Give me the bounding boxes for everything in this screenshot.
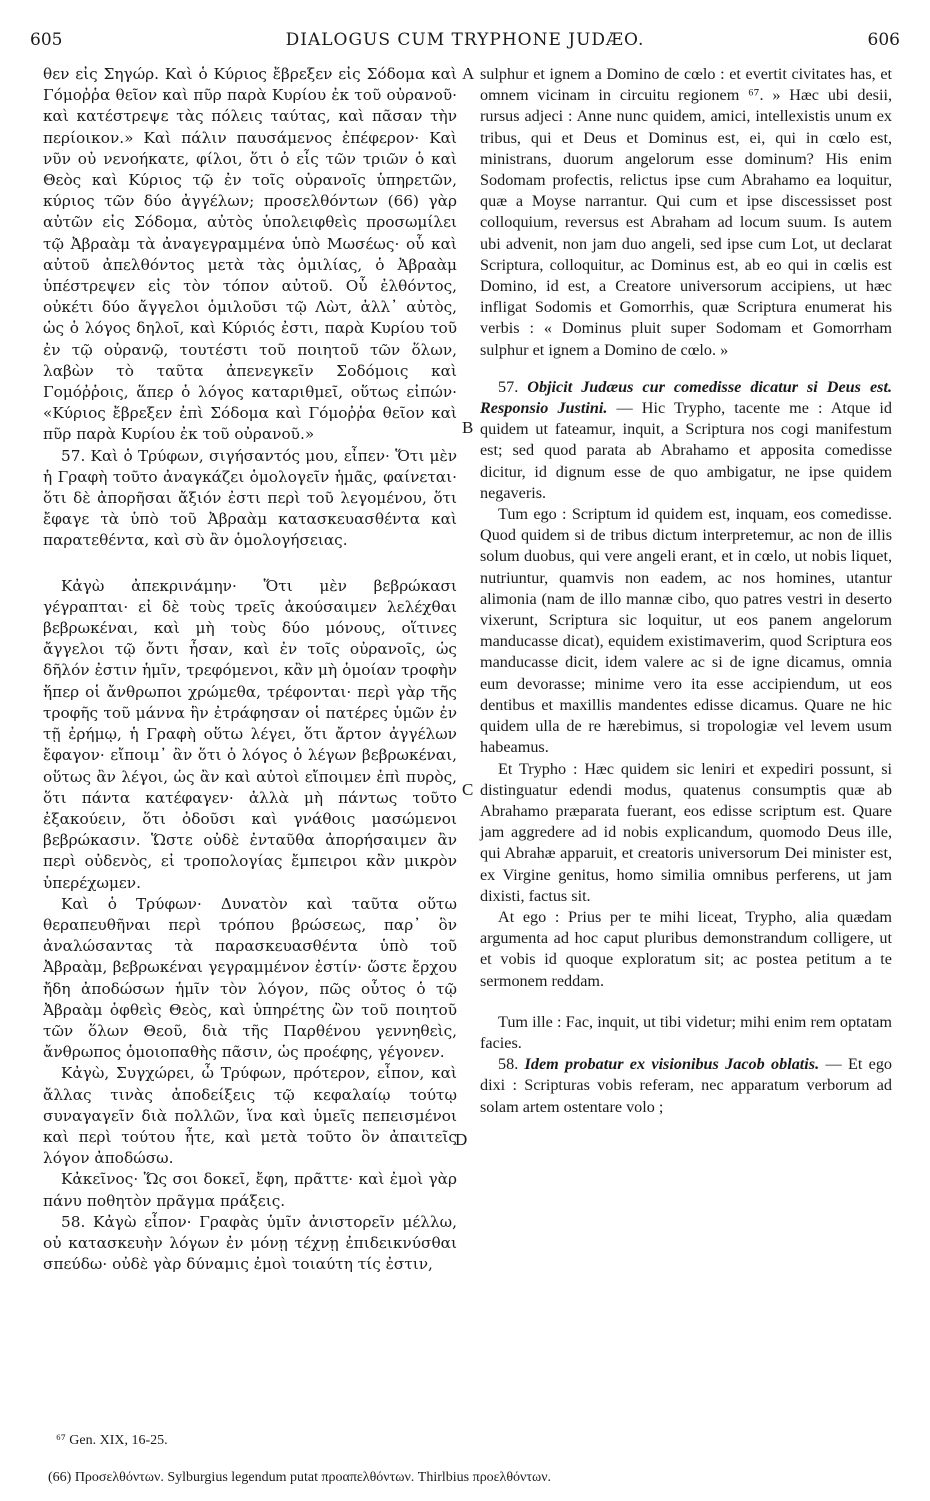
greek-column: [43, 64, 457, 1275]
latin-paragraph-6: Tum ille : Fac, inquit, ut tibi videtur; mihi enim rem optatam facies.: [480, 1012, 892, 1052]
latin-paragraph-58: [480, 1054, 892, 1118]
page-number-right: 606: [867, 30, 900, 50]
latin-paragraph-57-text: — Hic Trypho, tacente me : Atque id quidem ut fateamur, inquit, a Scriptura nos cogi manifestum est; sed quod parata ab Abrahamo et apposita comedisse dicitur, id dignum esse de quo ambigatur, ne ipse quidem negaveris.: [480, 399, 892, 502]
margin-marker-d: D: [455, 1130, 468, 1149]
greek-paragraph-58: 58. Κἀγὼ εἶπον· Γραφὰς ὑμῖν ἀνιστορεῖν μέλλω, οὐ κατασκευὴν λόγων ἐν μόνῃ τέχνῃ ἐπιδεικνύσθαι σπεύδω· οὐδὲ γὰρ δύναμις ἐμοὶ τοιαύτη τίς ἐστιν,: [43, 1212, 457, 1274]
latin-paragraph-5: At ego : Prius per te mihi liceat, Trypho, alia quædam argumenta ad hoc caput pluribus demonstrandum colligere, ut et vobis id quoque exploratum sit; ac postea petitum a te sermonem reddam.: [480, 907, 892, 990]
latin-column: [480, 64, 892, 1118]
greek-paragraph-57: 57. Καὶ ὁ Τρύφων, σιγήσαντός μου, εἶπεν· Ὅτι μὲν ἡ Γραφὴ τοῦτο ἀναγκάζει ὁμολογεῖν ἡμᾶς, φαίνεται· ὅτι δὲ ἀπορῆσαι ἄξιόν ἐστι περὶ τοῦ λεγομένου, ὅτι ἔφαγε τὰ ὑπὸ τοῦ Ἀβραὰμ κατασκευασθέντα καὶ παρατεθέντα, καὶ σὺ ἂν ὁμολογήσειας.: [43, 446, 457, 550]
latin-paragraph-58-text: — Et ego dixi : Scripturas vobis referam, nec apparatum verborum ad solam artem ostentare volo ;: [480, 1055, 893, 1116]
margin-marker-c: C: [462, 780, 474, 799]
greek-paragraph-5: Κἀγὼ, Συγχώρει, ὦ Τρύφων, πρότερον, εἶπον, καὶ ἄλλας τινὰς ἀποδείξεις τῷ κεφαλαίῳ τούτῳ συναγαγεῖν διὰ πολλῶν, ἵνα καὶ ὑμεῖς πεπεισμένοι καὶ περὶ τούτου ἦτε, καὶ μετὰ τοῦτο ὃν ἀπαιτεῖς λόγον ἀποδώσω.: [43, 1064, 457, 1168]
section-heading-58: Idem probatur ex visionibus Jacob oblatis.: [524, 1055, 820, 1074]
section-number-57: 57.: [498, 377, 519, 396]
textual-note: (66) Προσελθόντων. Sylburgius legendum putat προαπελθόντων. Thirlbius προελθόντων.: [48, 1470, 552, 1485]
footnote: ⁶⁷ Gen. XIX, 16-25.: [56, 1433, 168, 1448]
section-heading-57: Objicit Judæus cur comedisse dicatur si Deus est. Responsio Justini.: [480, 377, 893, 418]
margin-marker-b: B: [462, 418, 474, 437]
margin-marker-a: A: [462, 64, 475, 83]
latin-paragraph-4: Et Trypho : Hæc quidem sic leniri et expediri possunt, si distinguatur edendi modus, quatenus consumptis quæ ab Abrahamo præparata fuerant, eos edisse scriptum est. Quare jam aggredere ad id nobis explicandum, quomodo Deus ille, qui Abrahæ apparuit, et creatoris universorum Dei minister est, ex Virgine genitus, homo similia omnibus perferens, ut jam dixisti, factus sit.: [480, 759, 892, 905]
running-title: DIALOGUS CUM TRYPHONE JUDÆO.: [285, 30, 645, 50]
greek-paragraph-6: Κἀκεῖνος· Ὥς σοι δοκεῖ, ἔφη, πρᾶττε· καὶ ἐμοὶ γὰρ πάνυ ποθητὸν πρᾶγμα πράξεις.: [43, 1170, 457, 1210]
latin-paragraph-3: Tum ego : Scriptum id quidem est, inquam, eos comedisse. Quod quidem si de tribus dictum interpretemur, ac non de illis solum duobus, qui vere angeli erant, et in cœlo, ut nobis liquet, nutriuntur, quamvis non eadem, ac nos homines, utantur alimonia (nam de illo mannæ cibo, quo patres vestri in deserto vixerunt, Scriptura sic loquitur, ut eos panem angelorum manducasse dicat), equidem existimaverim, quod Scriptura eos manducasse dicit, idem valere ac si de igne dicamus, omnia eum devorasse; minime vero ita esse accipiendum, ut eos dentibus et maxillis mandentes edisse dicamus. Quare ne hic quidem ulla de re hærebimus, si tropologiæ vel levem usum habeamus.: [480, 505, 892, 757]
latin-paragraph-1: sulphur et ignem a Domino de cœlo : et evertit civitates has, et omnem vicinam in circuitu regionem ⁶⁷. » Hæc ubi desii, rursus adjeci : Anne nunc quidem, amici, intellexistis unum ex tribus, qui et Deus et Dominus est, ei, qui in cœlo est, ministrans, duorum angelorum esse dominum? His enim Sodomam profectis, relictus ipse cum Abrahamo ea loquitur, quæ a Moyse narrantur. Qui cum et ipse discessisset post colloquium, reversus est Abraham ad locum suum. Is autem ubi advenit, non jam duo angeli, sed ipse cum Lot, ut declarat Scriptura, colloquitur, ac Dominus est, ab eo qui in cœlis est Domino, id est, a Creatore universorum accipiens, ut hæc infligat Sodomis et Gomorrhis, quæ Scriptura enumerat his verbis : « Dominus pluit super Sodomam et Gomorrham sulphur et ignem a Domino de cœlo. »: [480, 65, 892, 359]
greek-paragraph-1: θεν εἰς Σηγώρ. Καὶ ὁ Κύριος ἔβρεξεν εἰς Σόδομα καὶ Γόμοῤῥα θεῖον καὶ πῦρ παρὰ Κυρίου ἐκ τοῦ οὐρανοῦ· καὶ κατέστρεψε τὰς πόλεις ταύτας, καὶ πᾶσαν τὴν περίοικον.» Καὶ πάλιν παυσάμενος ἐπέφερον· Καὶ νῦν οὐ νενοήκατε, φίλοι, ὅτι ὁ εἷς τῶν τριῶν ὁ καὶ Θεὸς καὶ Κύριος τῷ ἐν τοῖς οὐρανοῖς ὑπηρετῶν, κύριος τῶν δύο ἀγγέλων; προσελθόντων (66) γὰρ αὐτῶν εἰς Σόδομα, αὐτὸς ὑπολειφθεὶς προσωμίλει τῷ Ἀβραὰμ τὰ ἀναγεγραμμένα ὑπὸ Μωσέως· οὗ καὶ αὐτοῦ ἀπελθόντος μετὰ τὰς ὁμιλίας, ὁ Ἀβραὰμ ὑπέστρεψεν εἰς τὸν τόπον αὐτοῦ. Οὗ ἐλθόντος, οὐκέτι δύο ἄγγελοι ὁμιλοῦσι τῷ Λὼτ, ἀλλ᾽ αὐτὸς, ὡς ὁ λόγος δηλοῖ, καὶ Κύριός ἐστι, παρὰ Κυρίου τοῦ ἐν τῷ οὐρανῷ, τουτέστι τοῦ ποιητοῦ τῶν ὅλων, λαβὼν τὸ ταῦτα ἀπενεγκεῖν Σοδόμοις καὶ Γομόῤῥοις, ἅπερ ὁ λόγος καταριθμεῖ, οὕτως εἰπών· «Κύριος ἔβρεξεν ἐπὶ Σόδομα καὶ Γόμοῤῥα θεῖον καὶ πῦρ παρὰ Κυρίου ἐκ τοῦ οὐρανοῦ.»: [43, 65, 457, 444]
page-number-left: 605: [30, 30, 63, 50]
greek-paragraph-4: Καὶ ὁ Τρύφων· Δυνατὸν καὶ ταῦτα οὕτω θεραπευθῆναι περὶ τρόπου βρώσεως, παρ᾽ ὃν ἀναλώσαντας τὰ παρασκευασθέντα ὑπὸ τοῦ Ἀβραὰμ, βεβρωκέναι γεγραμμένον ἐστίν· ὥστε ἔρχου ἤδη ἀποδώσων ἡμῖν τὸν λόγον, πῶς οὗτος ὁ τῷ Ἀβραὰμ ὀφθεὶς Θεὸς, καὶ ὑπηρέτης ὢν τοῦ ποιητοῦ τῶν ὅλων Θεοῦ, διὰ τῆς Παρθένου γεννηθεὶς, ἄνθρωπος ὁμοιοπαθὴς πᾶσιν, ὡς προέφης, γέγονεν.: [43, 894, 457, 1062]
greek-paragraph-3: Κἀγὼ ἀπεκρινάμην· Ὅτι μὲν βεβρώκασι γέγραπται· εἰ δὲ τοὺς τρεῖς ἀκούσαιμεν λελέχθαι βεβρωκέναι, καὶ μὴ τοὺς δύο μόνους, οἵτινες ἄγγελοι τῷ ὄντι ἦσαν, καὶ ἐν τοῖς οὐρανοῖς, ὡς δῆλόν ἐστιν ἡμῖν, τρεφόμενοι, κἂν μὴ ὁμοίαν τροφὴν ἥπερ οἱ ἄνθρωποι χρώμεθα, τρέφονται· περὶ γὰρ τῆς τροφῆς τοῦ μάννα ἣν ἐτράφησαν οἱ πατέρες ὑμῶν ἐν τῇ ἐρήμῳ, ἡ Γραφὴ οὕτω λέγει, ὅτι ἄρτον ἀγγέλων ἔφαγον· εἴποιμ᾽ ἂν ὅτι ὁ λόγος ὁ λέγων βεβρωκέναι, οὕτως ἂν λέγοι, ὡς ἂν καὶ αὐτοὶ εἴποιμεν ἐπὶ πυρὸς, ὅτι πάντα κατέφαγεν· ἀλλὰ μὴ πάντως τοῦτο ἐξακούειν, ὅτι ὀδοῦσι καὶ γνάθοις μασώμενοι βεβρώκασιν. Ὥστε οὐδὲ ἐνταῦθα ἀπορήσαιμεν ἂν περὶ οὐδενὸς, εἰ τροπολογίας ἔμπειροι κἂν μικρὸν ὑπερέχωμεν.: [43, 576, 457, 892]
latin-paragraph-57: [480, 377, 892, 504]
page-header: [28, 30, 902, 60]
section-number-58: 58.: [498, 1055, 519, 1074]
